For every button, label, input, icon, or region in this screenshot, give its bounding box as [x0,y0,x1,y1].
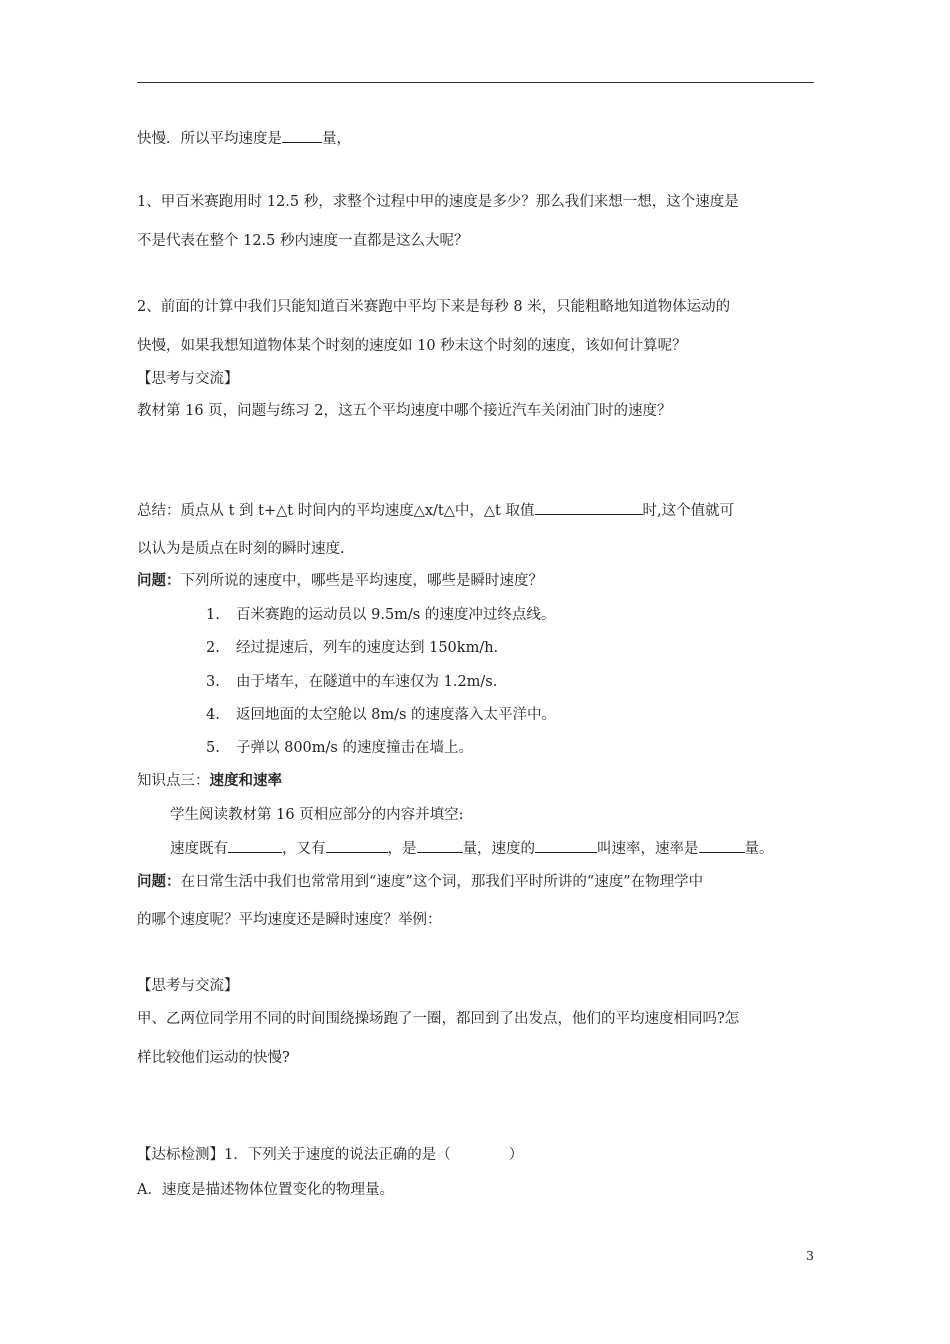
header-rule [137,82,814,83]
fill-blank [282,128,322,143]
fill-blank [699,838,745,853]
text-segment: 总结：质点从 t 到 t+△t 时间内的平均速度△x/t△中，△t 取值 [137,503,535,519]
text-segment: 知识点三： [137,773,210,789]
page-number: 3 [806,1248,814,1263]
section-heading: 【思考与交流】 [137,371,239,387]
text-line: 教材第 16 页，问题与练习 2，这五个平均速度中哪个接近汽车关闭油门时的速度？ [137,403,672,419]
text-segment: ，是 [387,841,417,857]
text-line: 学生阅读教材第 16 页相应部分的内容并填空: [170,807,464,823]
fill-in-line [170,838,774,859]
problem-label: 问题： [137,573,181,589]
summary-line-2: 以认为是质点在时刻的瞬时速度. [137,541,345,557]
list-item [206,638,498,658]
question-1-line-2: 不是代表在整个 12.5 秒内速度一直都是这么大呢？ [137,233,469,249]
fill-blank [228,838,282,853]
option-a: A．速度是描述物体位置变化的物理量。 [137,1182,394,1198]
list-number: 4. [206,707,220,723]
summary-line-1 [137,500,734,521]
list-number: 3. [206,674,220,690]
question-2-line-1: 2、前面的计算中我们只能知道百米赛跑中平均下来是每秒 8 米，只能粗略地知道物体运动的 [137,299,731,315]
list-number: 1. [206,607,220,623]
text-line: 样比较他们运动的快慢? [137,1050,290,1066]
list-text: 经过提速后，列车的速度达到 150km/h. [236,640,499,656]
text-segment: 量。 [744,841,774,857]
text-segment: 时,这个值就可 [642,503,735,519]
fill-blank [326,838,388,853]
text-line [137,128,351,149]
text-segment: 在日常生活中我们也常常用到“速度”这个词，那我们平时所讲的“速度”在物理学中 [180,874,704,890]
text-segment: 量，速度的 [462,841,535,857]
list-item [206,705,556,725]
question-2-line-2: 快慢，如果我想知道物体某个时刻的速度如 10 秒末这个时刻的速度，该如何计算呢？ [137,338,687,354]
text-segment: 叫速率，速率是 [597,841,699,857]
question-1-line-1: 1、甲百米赛跑用时 12.5 秒，求整个过程中甲的速度是多少？那么我们来想一想，这个速度是 [137,194,739,210]
section-heading: 【思考与交流】 [137,978,239,994]
knowledge-point-title: 速度和速率 [209,773,282,789]
fill-blank [535,500,643,515]
problem-label: 问题： [137,874,181,890]
text-segment: 下列所说的速度中，哪些是平均速度，哪些是瞬时速度？ [180,573,543,589]
problem-line [137,872,703,892]
list-item [206,672,497,692]
text-segment: 量， [322,131,351,147]
assessment-line: 【达标检测】1．下列关于速度的说法正确的是（ ） [137,1147,524,1163]
text-segment: 速度既有 [170,841,228,857]
list-text: 百米赛跑的运动员以 9.5m/s 的速度冲过终点线。 [236,607,556,623]
list-text: 由于堵车，在隧道中的车速仅为 1.2m/s. [236,674,498,690]
list-number: 5. [206,740,220,756]
fill-blank [535,838,597,853]
list-text: 返回地面的太空舱以 8m/s 的速度落入太平洋中。 [236,707,557,723]
fill-blank [417,838,463,853]
text-line: 的哪个速度呢？平均速度还是瞬时速度？举例： [137,912,442,928]
list-number: 2. [206,640,220,656]
text-line: 甲、乙两位同学用不同的时间围绕操场跑了一圈，都回到了出发点，他们的平均速度相同吗?怎 [137,1011,740,1027]
list-text: 子弹以 800m/s 的速度撞击在墙上。 [236,740,473,756]
list-item [206,738,473,758]
text-segment: 快慢．所以平均速度是 [137,131,282,147]
list-item [206,605,555,625]
text-segment: ，又有 [282,841,326,857]
problem-line [137,571,543,591]
knowledge-point-heading [137,771,282,791]
